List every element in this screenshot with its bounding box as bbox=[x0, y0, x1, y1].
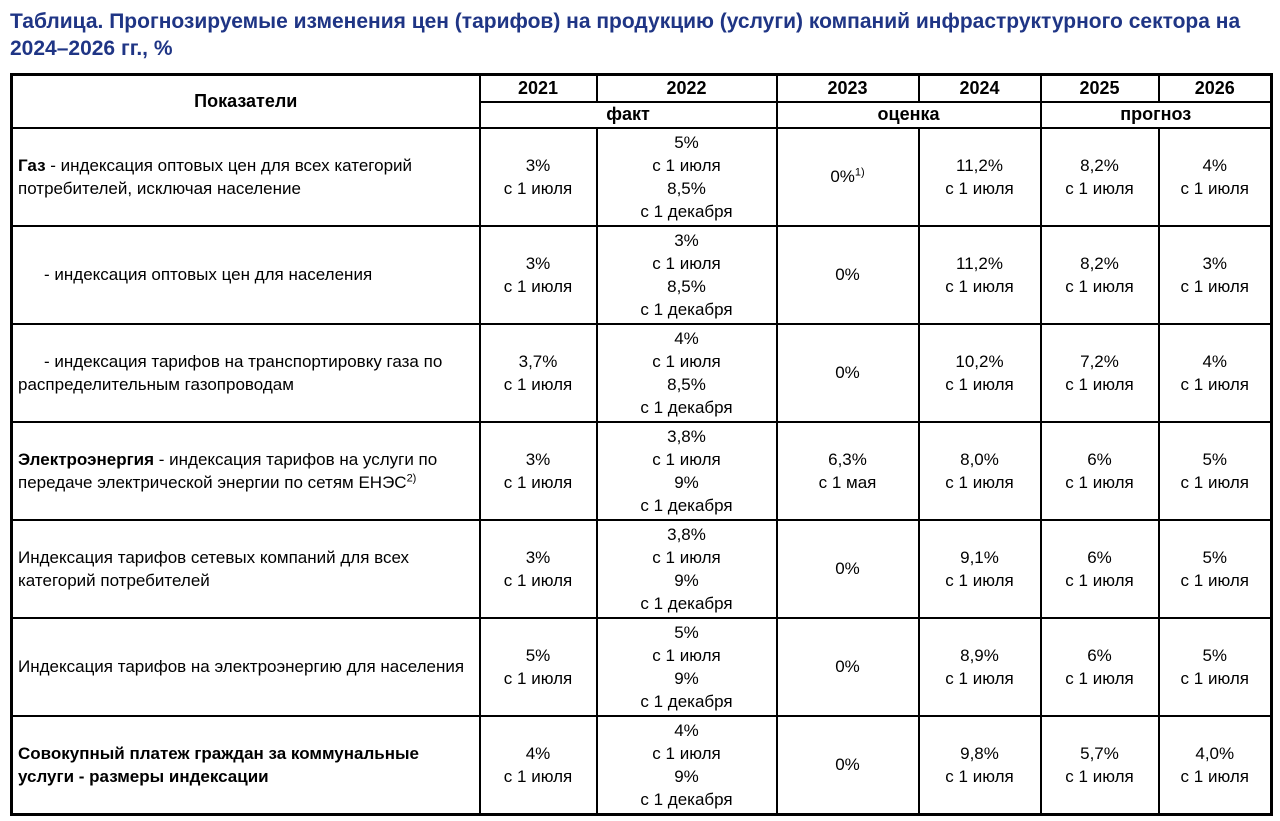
value-cell: 3,8% с 1 июля 9% с 1 декабря bbox=[597, 520, 777, 618]
value-cell: 11,2% с 1 июля bbox=[919, 128, 1041, 226]
tariff-table bbox=[10, 73, 1273, 816]
value-cell: 5% с 1 июля 8,5% с 1 декабря bbox=[597, 128, 777, 226]
value-cell: 7,2% с 1 июля bbox=[1041, 324, 1159, 422]
value-cell: 5% с 1 июля bbox=[1159, 520, 1272, 618]
year-header-2025: 2025 bbox=[1041, 75, 1159, 102]
value-cell: 0% bbox=[777, 618, 919, 716]
indicator-cell: Индексация тарифов на электроэнергию для населения bbox=[12, 618, 480, 716]
group-header-2: оценка bbox=[777, 102, 1041, 128]
group-header-1: факт bbox=[480, 102, 777, 128]
value-cell: 8,0% с 1 июля bbox=[919, 422, 1041, 520]
value-cell: 3% с 1 июля bbox=[480, 520, 597, 618]
value-cell: 6% с 1 июля bbox=[1041, 618, 1159, 716]
value-cell: 3,7% с 1 июля bbox=[480, 324, 597, 422]
value-cell: 6% с 1 июля bbox=[1041, 422, 1159, 520]
table-row bbox=[12, 716, 1272, 815]
value-cell: 5,7% с 1 июля bbox=[1041, 716, 1159, 815]
value-cell: 3% с 1 июля 8,5% с 1 декабря bbox=[597, 226, 777, 324]
table-row bbox=[12, 324, 1272, 422]
value-cell: 5% с 1 июля bbox=[1159, 422, 1272, 520]
year-header-2024: 2024 bbox=[919, 75, 1041, 102]
indicator-cell: Совокупный платеж граждан за коммунальные услуги - размеры индексации bbox=[12, 716, 480, 815]
group-header-3: прогноз bbox=[1041, 102, 1272, 128]
value-cell: 3% с 1 июля bbox=[480, 226, 597, 324]
value-cell: 3% с 1 июля bbox=[480, 128, 597, 226]
value-cell: 9,8% с 1 июля bbox=[919, 716, 1041, 815]
value-cell: 11,2% с 1 июля bbox=[919, 226, 1041, 324]
value-cell: 4% с 1 июля 9% с 1 декабря bbox=[597, 716, 777, 815]
value-cell: 0% bbox=[777, 520, 919, 618]
indicator-cell: - индексация тарифов на транспортировку газа по распределительным газопроводам bbox=[12, 324, 480, 422]
value-cell: 4% с 1 июля bbox=[1159, 128, 1272, 226]
value-cell: 8,2% с 1 июля bbox=[1041, 226, 1159, 324]
indicator-cell: Индексация тарифов сетевых компаний для всех категорий потребителей bbox=[12, 520, 480, 618]
table-row bbox=[12, 226, 1272, 324]
value-cell: 3% с 1 июля bbox=[1159, 226, 1272, 324]
value-cell: 3% с 1 июля bbox=[480, 422, 597, 520]
value-cell: 5% с 1 июля bbox=[480, 618, 597, 716]
indicator-column-header: Показатели bbox=[12, 75, 480, 128]
value-cell: 4% с 1 июля bbox=[1159, 324, 1272, 422]
page-title: Таблица. Прогнозируемые изменения цен (тарифов) на продукцию (услуги) компаний инфраструктурного сектора на 2024–2026 гг., % bbox=[10, 10, 1241, 60]
value-cell: 10,2% с 1 июля bbox=[919, 324, 1041, 422]
value-cell: 0% bbox=[777, 226, 919, 324]
table-row bbox=[12, 128, 1272, 226]
value-cell: 8,2% с 1 июля bbox=[1041, 128, 1159, 226]
value-cell: 9,1% с 1 июля bbox=[919, 520, 1041, 618]
year-header-2022: 2022 bbox=[597, 75, 777, 102]
year-header-2021: 2021 bbox=[480, 75, 597, 102]
table-row bbox=[12, 422, 1272, 520]
footnote-marker: 2) bbox=[406, 471, 417, 484]
indicator-cell: Электроэнергия - индексация тарифов на услуги по передаче электрической энергии по сетям ЕНЭС$^{2)}$ bbox=[12, 422, 480, 520]
year-header-row bbox=[12, 75, 1272, 102]
value-cell: 4,0% с 1 июля bbox=[1159, 716, 1272, 815]
value-cell: 8,9% с 1 июля bbox=[919, 618, 1041, 716]
value-cell: 0% bbox=[777, 716, 919, 815]
table-header bbox=[12, 75, 1272, 128]
table-row bbox=[12, 618, 1272, 716]
value-cell: 0% bbox=[777, 324, 919, 422]
value-cell: 6% с 1 июля bbox=[1041, 520, 1159, 618]
footnote-marker: 1) bbox=[854, 166, 865, 179]
year-header-2023: 2023 bbox=[777, 75, 919, 102]
value-cell: 3,8% с 1 июля 9% с 1 декабря bbox=[597, 422, 777, 520]
value-cell: 0%$^{1)}$ bbox=[777, 128, 919, 226]
value-cell: 4% с 1 июля 8,5% с 1 декабря bbox=[597, 324, 777, 422]
value-cell: 5% с 1 июля 9% с 1 декабря bbox=[597, 618, 777, 716]
indicator-cell: - индексация оптовых цен для населения bbox=[12, 226, 480, 324]
value-cell: 4% с 1 июля bbox=[480, 716, 597, 815]
indicator-cell: Газ - индексация оптовых цен для всех категорий потребителей, исключая население bbox=[12, 128, 480, 226]
value-cell: 6,3% с 1 мая bbox=[777, 422, 919, 520]
year-header-2026: 2026 bbox=[1159, 75, 1272, 102]
table-body bbox=[12, 128, 1272, 815]
table-row bbox=[12, 520, 1272, 618]
value-cell: 5% с 1 июля bbox=[1159, 618, 1272, 716]
